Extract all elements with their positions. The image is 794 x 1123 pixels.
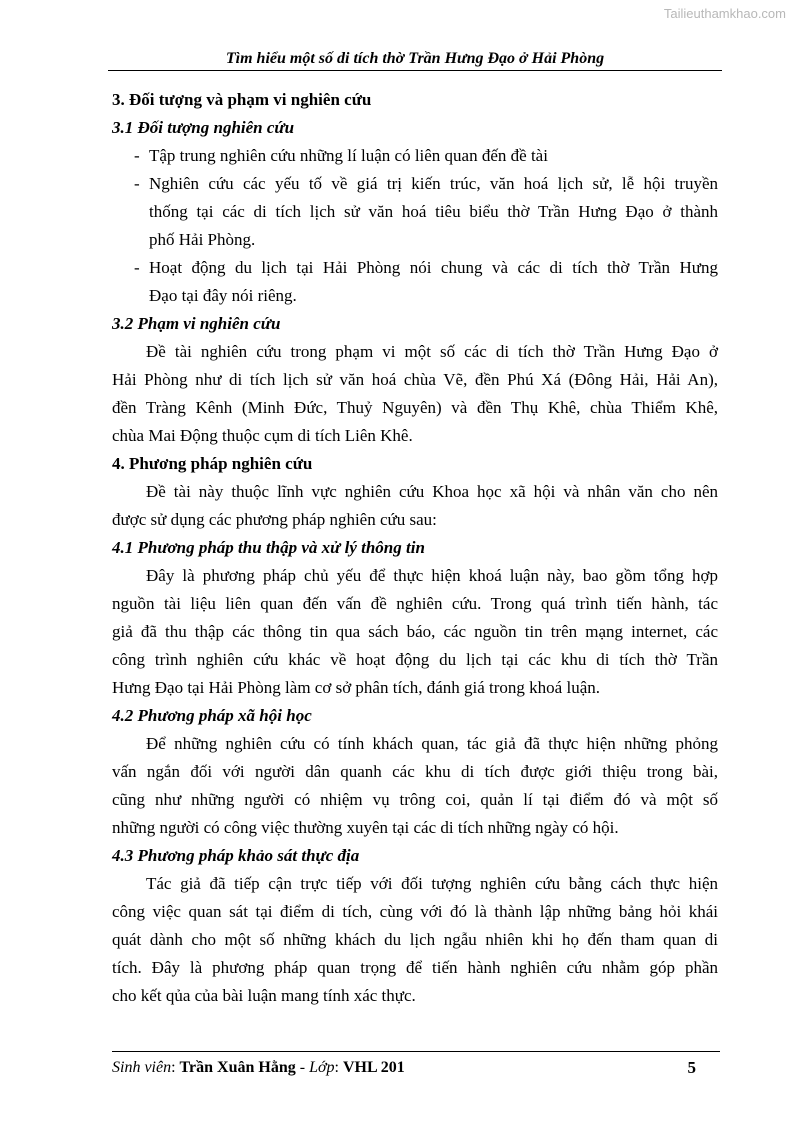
bullet-dash: - xyxy=(134,174,140,193)
student-name: Trần Xuân Hằng xyxy=(179,1059,296,1076)
subsection-heading: 4.3 Phương pháp khảo sát thực địa xyxy=(112,846,360,865)
footer-colon: : xyxy=(334,1059,343,1076)
subsection-heading: 3.1 Đối tượng nghiên cứu xyxy=(112,118,295,137)
bullet-dash: - xyxy=(134,258,140,277)
paragraph-line: Để những nghiên cứu có tính khách quan, tác giả đã thực hiện những phỏng xyxy=(146,734,718,753)
bullet-item xyxy=(112,170,718,198)
paragraph-line: Đề tài này thuộc lĩnh vực nghiên cứu Khoa học xã hội và nhân văn cho nên xyxy=(146,482,718,501)
class-label: Lớp xyxy=(309,1059,335,1076)
paragraph-line: cho kết qủa của bài luận mang tính xác thực. xyxy=(112,986,416,1005)
subsection-heading: 4.2 Phương pháp xã hội học xyxy=(112,706,312,725)
footer-divider xyxy=(112,1051,720,1052)
paragraph-line: Đề tài nghiên cứu trong phạm vi một số các di tích thờ Trần Hưng Đạo ở xyxy=(146,342,718,361)
running-header-title: Tìm hiểu một số di tích thờ Trần Hưng Đạo ở Hải Phòng xyxy=(225,50,605,67)
section-heading: 4. Phương pháp nghiên cứu xyxy=(112,454,313,473)
paragraph-line: đền Tràng Kênh (Minh Đức, Thuỷ Nguyên) và đền Thụ Khê, chùa Thiểm Khê, xyxy=(112,398,718,417)
page-number: 5 xyxy=(687,1058,696,1077)
paragraph-line: quát dành cho một số những khách du lịch ngẫu nhiên khi họ đến tham quan di xyxy=(112,930,718,949)
paragraph-line: Hải Phòng như di tích lịch sử văn hoá chùa Vẽ, đền Phú Xá (Đông Hải, Hải An), xyxy=(112,370,718,389)
page-footer xyxy=(112,1056,720,1080)
paragraph-line: giả đã thu thập các thông tin qua sách báo, các nguồn tin trên mạng internet, các xyxy=(112,622,718,641)
paragraph-line: vấn ngắn đối với người dân quanh các khu di tích được giới thiệu trong bài, xyxy=(112,762,718,781)
bullet-continuation: thống tại các di tích lịch sử văn hoá tiêu biểu thờ Trần Hưng Đạo ở thành xyxy=(149,202,718,221)
paragraph-line: Tác giả đã tiếp cận trực tiếp với đối tượng nghiên cứu bằng cách thực hiện xyxy=(146,874,718,893)
bullet-item xyxy=(112,254,718,282)
watermark: Tailieuthamkhao.com xyxy=(663,6,786,21)
paragraph-line: những người có công việc thường xuyên tại các di tích những ngày có hội. xyxy=(112,818,619,837)
paragraph-line: tích. Đây là phương pháp quan trọng để tiến hành nghiên cứu nhằm góp phần xyxy=(112,958,718,977)
paragraph-line: công trình nghiên cứu khác về hoạt động du lịch tại các khu di tích thờ Trần xyxy=(112,650,718,669)
student-label: Sinh viên xyxy=(112,1059,172,1076)
paragraph-line: cũng như những người có nhiệm vụ trông coi, quản lí tại điểm đó và một số xyxy=(112,790,718,809)
header-divider xyxy=(108,70,722,71)
subsection-heading: 4.1 Phương pháp thu thập và xử lý thông tin xyxy=(112,538,425,557)
paragraph-line: công việc quan sát tại điểm di tích, cùng với đó là thành lập những bảng hỏi khái xyxy=(112,902,718,921)
class-name: VHL 201 xyxy=(342,1059,405,1076)
bullet-continuation: phố Hải Phòng. xyxy=(149,230,256,249)
bullet-text: Hoạt động du lịch tại Hải Phòng nói chung và các di tích thờ Trần Hưng xyxy=(149,258,718,277)
subsection-heading: 3.2 Phạm vi nghiên cứu xyxy=(112,314,281,333)
paragraph-line: chùa Mai Động thuộc cụm di tích Liên Khê. xyxy=(112,426,413,445)
bullet-text: Tập trung nghiên cứu những lí luận có liên quan đến đề tài xyxy=(149,146,548,165)
paragraph-line: Đây là phương pháp chủ yếu để thực hiện khoá luận này, bao gồm tổng hợp xyxy=(146,566,718,585)
paragraph-line: Hưng Đạo tại Hải Phòng làm cơ sở phân tích, đánh giá trong khoá luận. xyxy=(112,678,600,697)
paragraph-line: nguồn tài liệu liên quan đến vấn đề nghiên cứu. Trong quá trình tiến hành, tác xyxy=(112,594,718,613)
bullet-dash: - xyxy=(134,146,140,165)
bullet-item xyxy=(112,142,718,170)
paragraph-line: được sử dụng các phương pháp nghiên cứu sau: xyxy=(112,510,437,529)
page-body xyxy=(112,86,718,1010)
bullet-text: Nghiên cứu các yếu tố về giá trị kiến trúc, văn hoá lịch sử, lễ hội truyền xyxy=(149,174,718,193)
bullet-continuation: Đạo tại đây nói riêng. xyxy=(149,286,297,305)
footer-separator: - xyxy=(295,1059,310,1076)
section-heading: 3. Đối tượng và phạm vi nghiên cứu xyxy=(112,90,372,109)
footer-colon: : xyxy=(171,1059,180,1076)
